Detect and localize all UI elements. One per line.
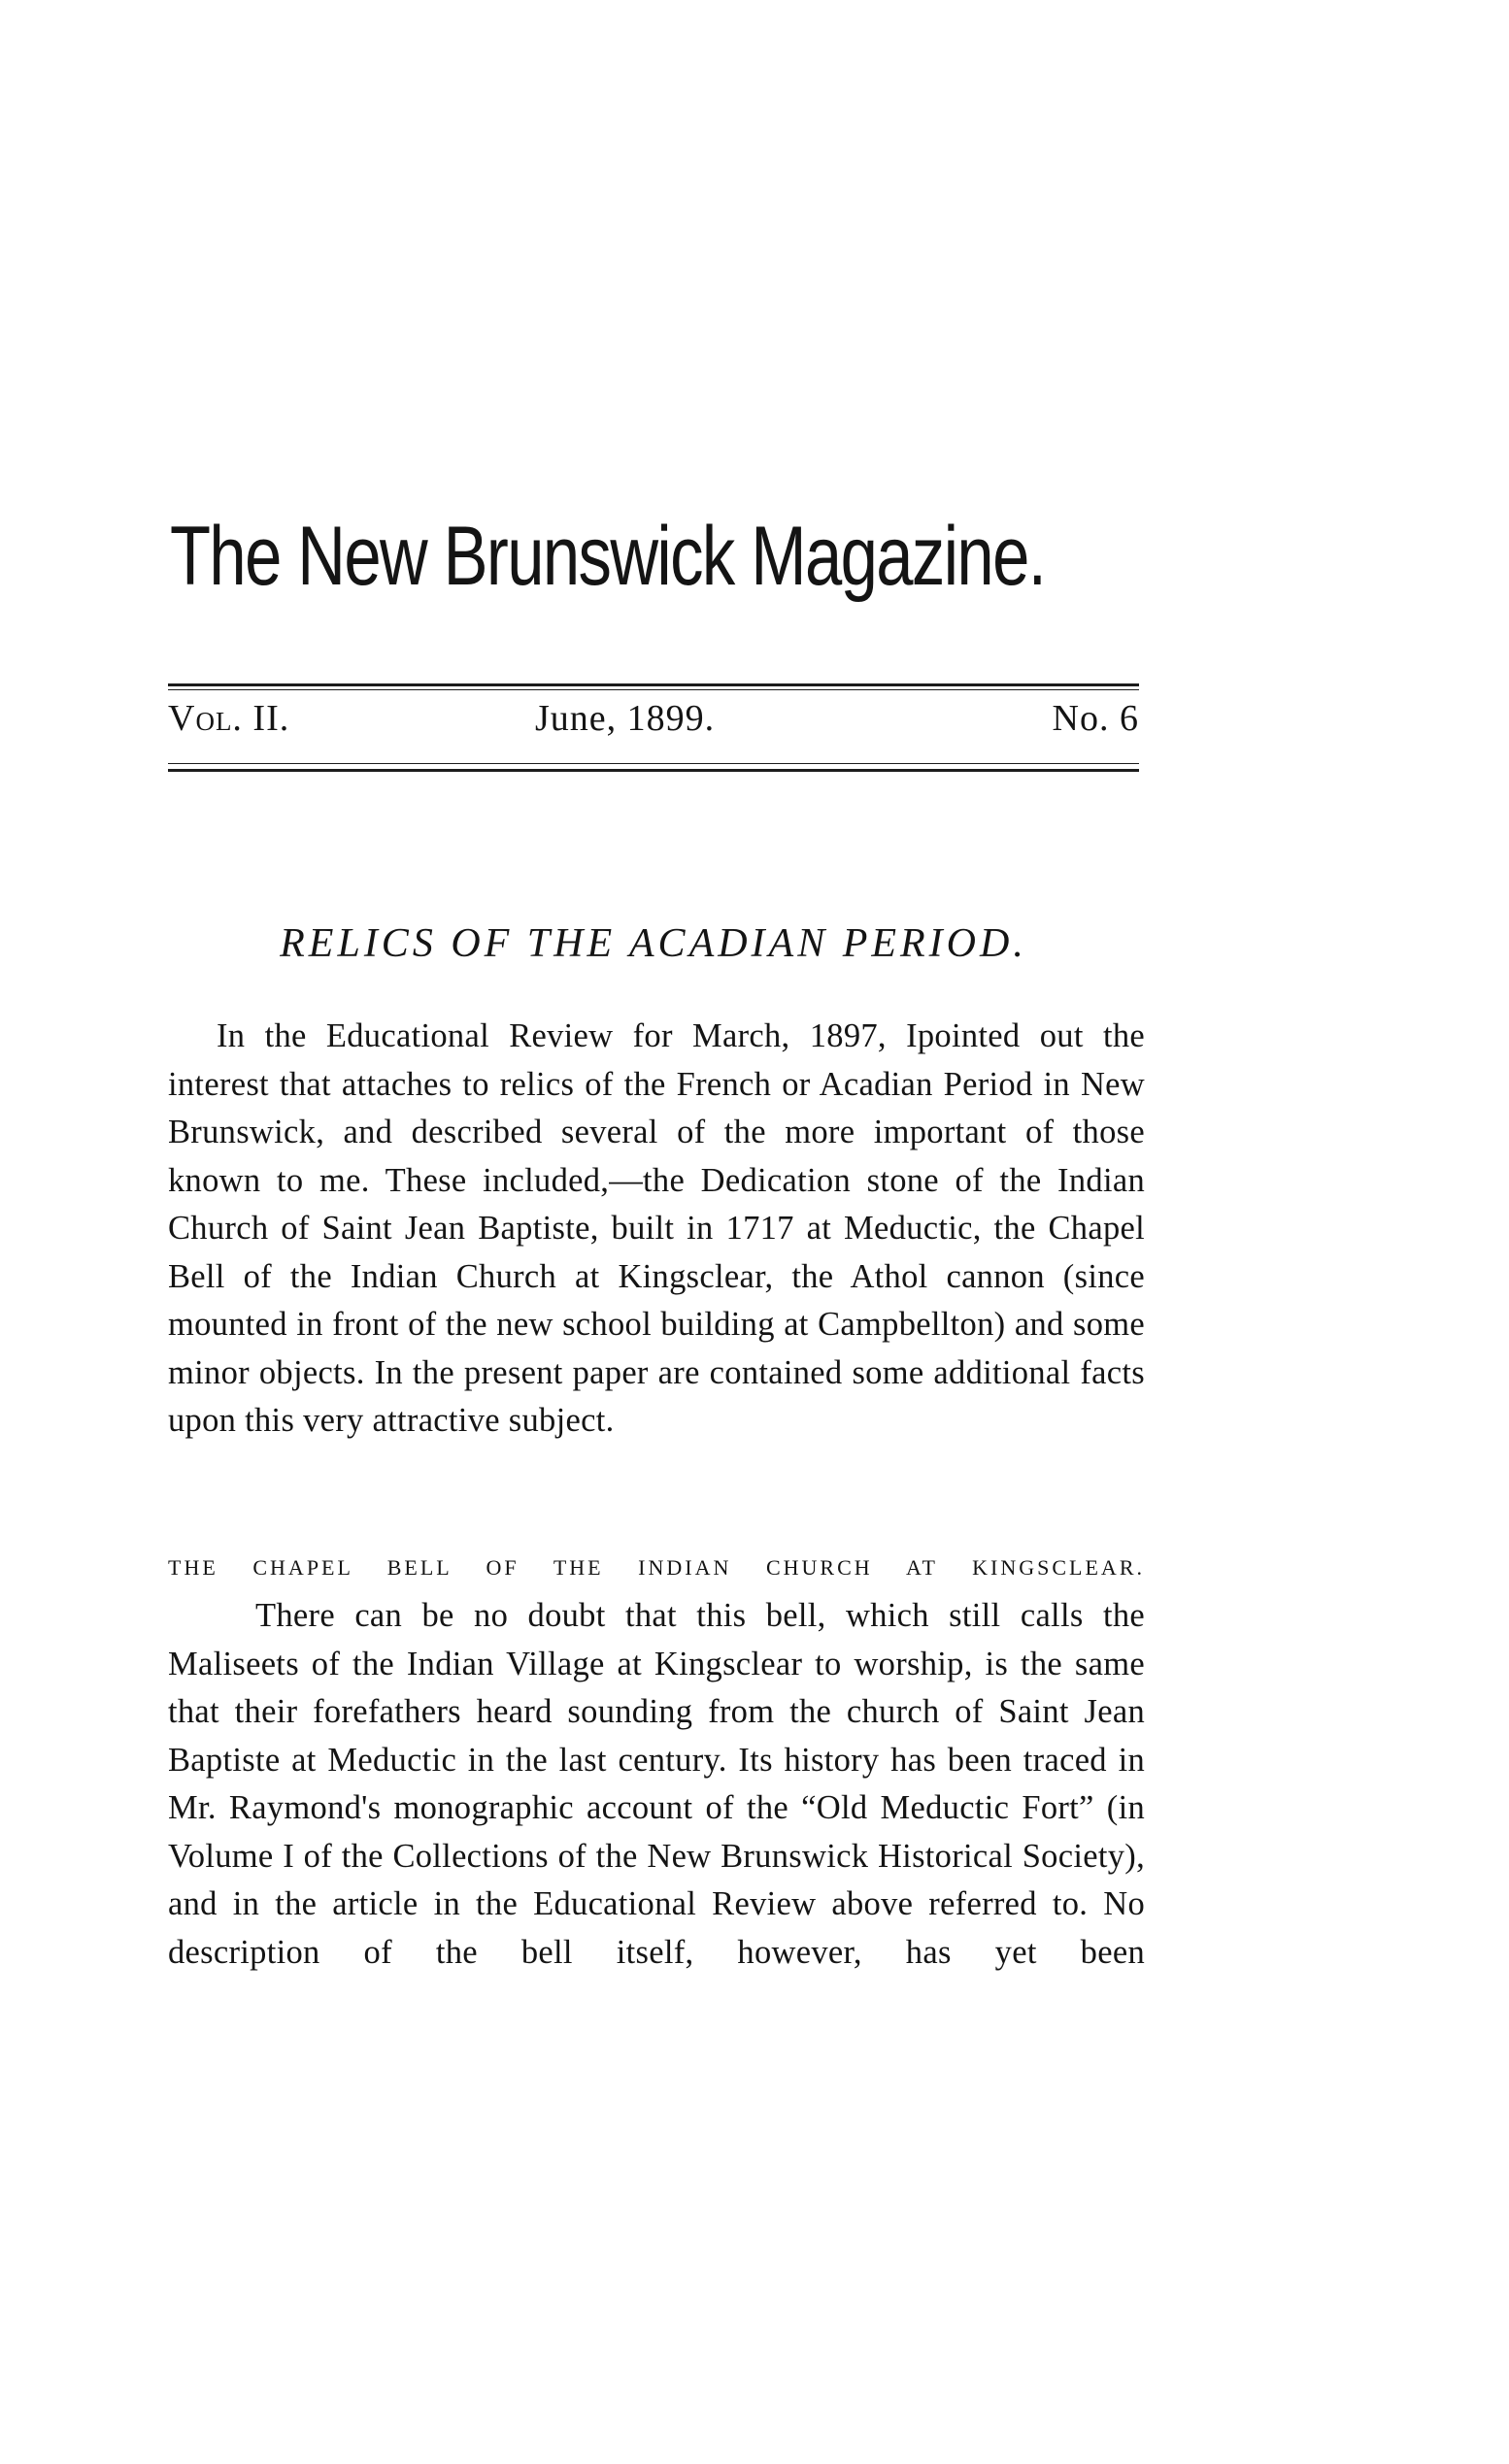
issue-rule-bottom xyxy=(168,769,1139,772)
volume-number: Vol. II. xyxy=(168,698,290,739)
masthead-rule-top-thin xyxy=(168,689,1139,690)
issue-number: No. 6 xyxy=(1052,698,1139,739)
issue-rule-bottom-thin xyxy=(168,763,1139,764)
section-paragraph: There can be no doubt that this bell, which still calls the Maliseets of the Indian Village at Kingsclear to worship, is the same that their forefathers heard sounding from the church of Saint Jean Baptiste at Meductic in the last century. Its history has been traced in Mr. Raymond's monographic account of the “Old Meductic Fort” (in Volume I of the Collections of the New Brunswick Historical Society), and in the article in the Educational Review above referred to. No description of the bell itself, however, has yet been xyxy=(168,1597,1145,1971)
section-heading: THE CHAPEL BELL OF THE INDIAN CHURCH AT KINGSCLEAR. xyxy=(168,1555,1145,1580)
article-title: RELICS OF THE ACADIAN PERIOD. xyxy=(280,921,1027,966)
intro-paragraph: In the Educational Review for March, 1897, Ipointed out the interest that attaches to relics of the French or Acadian Period in New Brunswick, and described several of the more important of those known to me. These included,—the Dedication stone of the Indian Church of Saint Jean Baptiste, built in 1717 at Meductic, the Chapel Bell of the Indian Church at Kingsclear, the Athol cannon (since mounted in front of the new school building at Campbellton) and some minor objects. In the present paper are contained some additional facts upon this very attractive subject. xyxy=(168,1017,1145,1439)
magazine-masthead: The New Brunswick Magazine. xyxy=(170,510,1046,603)
issue-line xyxy=(168,697,1139,739)
masthead-rule-top xyxy=(168,683,1139,686)
issue-date: June, 1899. xyxy=(535,698,716,739)
